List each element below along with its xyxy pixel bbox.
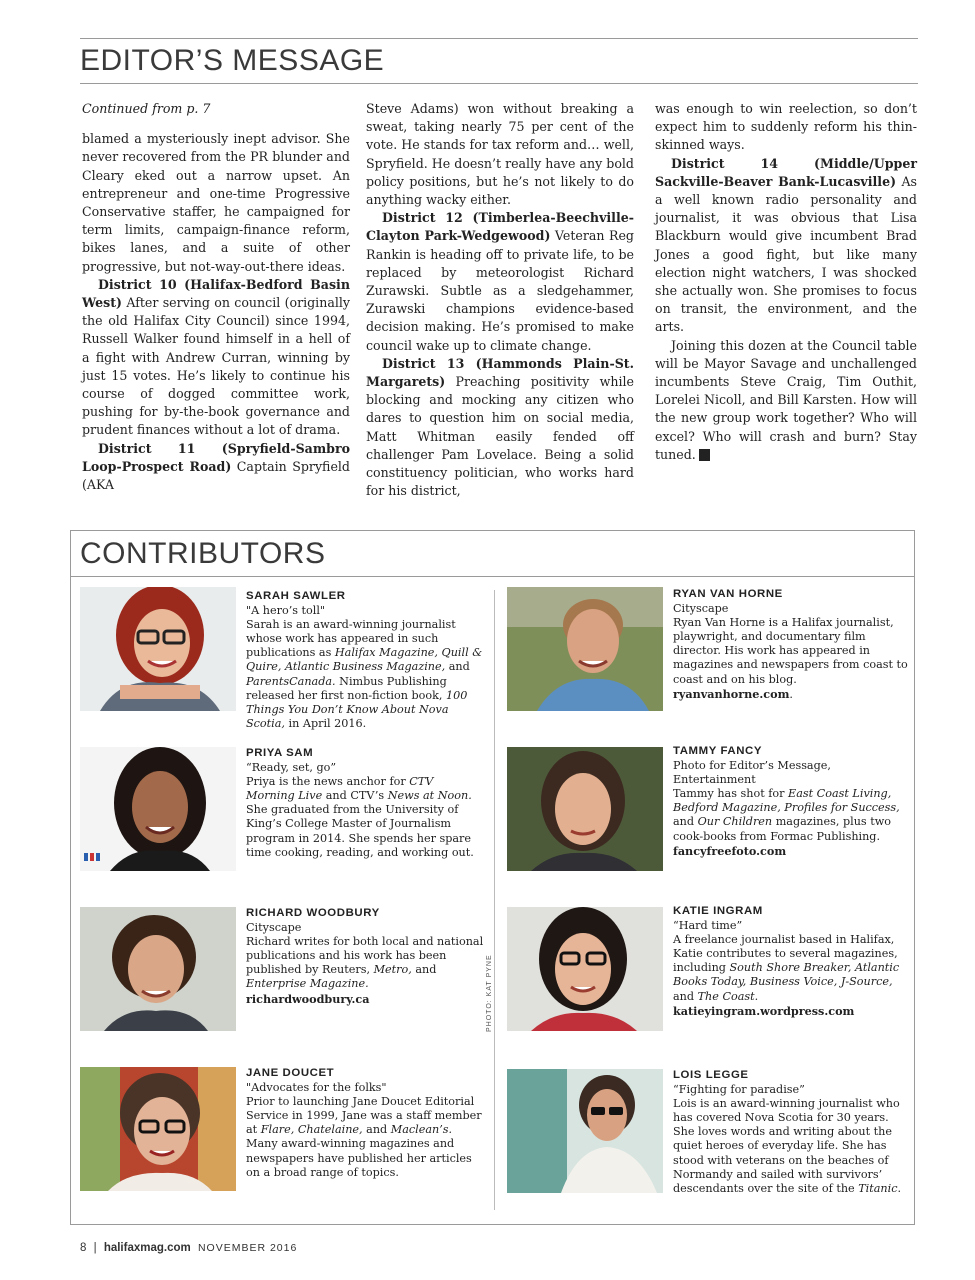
contributor-photo-ryan-van-horne — [507, 587, 663, 711]
page-number: 8 — [80, 1242, 87, 1254]
bio-text-part: A freelance journalist based in Halifax, Katie contributes to several magazines, including — [673, 933, 898, 975]
issue-date: NOVEMBER 2016 — [197, 1242, 298, 1254]
contributor-name: RICHARD WOODBURY — [246, 907, 380, 919]
district-heading: District 11 (Spryfield-Sambro Loop-Prospect Road) — [82, 440, 350, 474]
paragraph-text: As a well known radio personality and journalist, it was obvious that Lisa Blackburn would give incumbent Brad Jones a good fight, but like many election night watchers, I was shocked she actually won. She promises to focus on transit, the environment, and the arts. — [655, 173, 918, 335]
paragraph — [366, 355, 634, 501]
contributor-photo-lois-legge — [507, 1069, 663, 1193]
bio-text-part: and CTV’s — [322, 789, 388, 803]
district-heading: District 10 (Halifax-Bedford Basin West) — [82, 276, 350, 311]
photo-credit: PHOTO: KAT PYNE — [486, 954, 493, 1032]
bio-text — [246, 618, 484, 731]
bio-text — [673, 787, 911, 843]
page-footer — [80, 1242, 297, 1254]
bio-text-part: Richard writes for both local and national publications and his work has been published by Reuters, — [246, 935, 484, 977]
paragraph — [82, 276, 350, 440]
bio-text-part: Priya is the news anchor for — [246, 775, 410, 789]
district-heading: District 13 (Hammonds Plain-St. Margarets) — [366, 355, 634, 390]
story-title: Photo for Editor’s Message, Entertainment — [673, 759, 831, 787]
contributor-photo-jane-doucet — [80, 1067, 236, 1191]
bio-text-part: She graduated from the University of King’s College Master of Journalism program in 2014. She spends her spare time cooking, reading, and working out. — [246, 803, 474, 859]
contributor-name: LOIS LEGGE — [673, 1069, 749, 1081]
story-title: “Hard time” — [673, 919, 743, 933]
story-title: "A hero’s toll" — [246, 604, 326, 618]
publication-title: Enterprise Magazine. — [246, 977, 369, 991]
contributor-photo-richard-woodbury — [80, 907, 236, 1031]
contributor-bio-richard-woodbury — [246, 906, 484, 1006]
paragraph: was enough to win reelection, so don’t expect him to suddenly reform his thin-skinned ways. — [655, 101, 917, 153]
bio-text — [673, 1097, 911, 1196]
contributors-title: CONTRIBUTORS — [80, 537, 326, 570]
story-title: “Fighting for paradise” — [673, 1083, 805, 1097]
website-link[interactable]: ryanvanhorne.com — [673, 686, 790, 701]
bio-text-part: in April 2016. — [284, 716, 367, 730]
footer-separator: | — [93, 1242, 97, 1254]
story-title: "Advocates for the folks" — [246, 1081, 387, 1095]
bio-text-part: and — [411, 963, 437, 977]
publication-title: South Shore Breaker, Atlantic Books Today, Business Voice, J-Source, — [673, 961, 900, 989]
bio-text-part: Prior to launching Jane Doucet Editorial Service in 1999, Jane was a staff member at — [246, 1095, 482, 1137]
contributor-name: KATIE INGRAM — [673, 905, 763, 917]
contributor-bio-katie-ingram — [673, 904, 911, 1018]
publication-title: Maclean’s. — [390, 1123, 453, 1137]
show-title: CTV Morning Live — [246, 775, 434, 803]
publication-title: Our Children — [697, 815, 773, 829]
paragraph: Steve Adams) won without breaking a sweat, taking nearly 75 per cent of the vote. He stands for tax reform and… well, Spryfield. He doesn’t really have any bold policy positions, but he’s not likely to do anything wacky either. — [366, 101, 634, 208]
contributor-bio-ryan-van-horne — [673, 587, 911, 702]
article-column-2 — [366, 100, 634, 500]
bio-text-part: and — [673, 989, 698, 1003]
show-title: News at Noon. — [387, 789, 472, 803]
bio-text — [673, 933, 911, 1003]
website-link[interactable]: katieyingram.wordpress.com — [673, 1003, 855, 1018]
publication-title: Flare, Chatelaine, — [260, 1123, 363, 1137]
contributor-bio-lois-legge — [673, 1068, 911, 1196]
site-link[interactable]: halifaxmag.com — [103, 1242, 191, 1254]
bio-text-part: Many award-winning magazines and newspapers have published her articles on a broad range of topics. — [246, 1137, 472, 1179]
contributor-name: SARAH SAWLER — [246, 590, 346, 602]
bio-text-part: and — [673, 815, 698, 829]
ship-name: Titanic — [858, 1181, 898, 1195]
title-rule — [80, 83, 918, 84]
bio-text — [246, 1095, 484, 1180]
bio-text-part: and — [362, 1123, 391, 1137]
contributor-photo-katie-ingram — [507, 907, 663, 1031]
paragraph — [655, 155, 917, 337]
website-link[interactable]: richardwoodbury.ca — [246, 991, 370, 1006]
bio-text — [246, 935, 484, 991]
contributor-photo-priya-sam — [80, 747, 236, 871]
contributor-name: RYAN VAN HORNE — [673, 588, 783, 600]
continued-note: Continued from p. 7 — [82, 101, 211, 116]
paragraph: blamed a mysteriously inept advisor. She never recovered from the PR blunder and Cleary eked out a narrow upset. An entrepreneur and one-time Progressive Conservative staffer, he campaigned for term limits, campaign-finance reform, bikes lanes, and a suite of other progressive, but not-way-out-there ideas. — [82, 131, 350, 274]
bio-text-part: magazines, plus two cook-books from Formac Publishing. — [673, 815, 892, 843]
publication-title: Halifax Magazine, Quill & Quire, Atlantic Business Magazine, — [246, 646, 483, 674]
contributor-name: TAMMY FANCY — [673, 745, 763, 757]
paragraph-text: Preaching positivity while blocking and mocking any citizen who dares to question him on social media, Matt Whitman easily fended off challenger Pam Lovelace. Being a solid constituency politician, who works hard for his district, — [366, 374, 634, 499]
website-link[interactable]: fancyfreefoto.com — [673, 843, 787, 858]
publication-title: Metro, — [373, 963, 412, 977]
contributor-name: JANE DOUCET — [246, 1067, 335, 1079]
book-title: 100 Things You Don’t Know About Nova Scotia, — [246, 688, 468, 730]
article-column-3 — [655, 100, 917, 464]
story-title: Cityscape — [246, 921, 302, 935]
paragraph-text: Joining this dozen at the Council table will be Mayor Savage and unchallenged incumbents Steve Craig, Tim Outhit, Lorelei Nicoll, and Bill Karsten. How will the new group work together? Who will excel? Who will crash and burn? Stay tuned. — [655, 337, 917, 462]
contributor-bio-sarah-sawler — [246, 589, 484, 731]
paragraph-text: Captain Spryfield (AKA — [82, 458, 350, 493]
paragraph-text: Veteran Reg Rankin is heading off to private life, to be replaced by meteorologist Richard Zurawski. Subtle as a sledgehammer, Zurawski champions evidence-based decision making. He’s promised to make council wake up to climate change. — [366, 228, 634, 353]
end-mark-icon: H — [699, 449, 710, 461]
paragraph — [366, 209, 634, 355]
contributor-photo-sarah-sawler — [80, 587, 236, 711]
bio-text-part: . — [789, 687, 793, 701]
story-title: Cityscape — [673, 602, 729, 616]
contributor-photo-tammy-fancy — [507, 747, 663, 871]
editors-message-title: EDITOR’S MESSAGE — [80, 44, 385, 77]
contributor-bio-priya-sam — [246, 746, 484, 860]
contributors-title-rule — [70, 576, 915, 577]
paragraph-text: After serving on council (originally the old Halifax City Council) since 1994, Russell Walker found himself in a hell of a fight with Andrew Curran, winning by just 15 votes. He’s likely to continue his course of dogged committee work, pushing for by-the-book governance and prudent finances without a lot of drama. — [82, 295, 350, 438]
bio-text — [246, 775, 484, 860]
publication-title: The Coast. — [697, 989, 759, 1003]
contributor-bio-tammy-fancy — [673, 744, 911, 858]
bio-text-part: Tammy has shot for — [673, 787, 789, 801]
top-rule — [80, 38, 918, 39]
paragraph — [82, 440, 350, 495]
contributor-bio-jane-doucet — [246, 1066, 484, 1180]
paragraph — [655, 337, 917, 464]
column-divider — [494, 590, 495, 1210]
bio-text-part: Lois is an award-winning journalist who has covered Nova Scotia for 30 years. She loves words and writing about the quiet heroes of everyday life. She has stood with veterans on the beaches of Normandy and sailed with survivors’ descendants over the site of the — [673, 1097, 900, 1195]
bio-text-part: and — [445, 660, 470, 674]
bio-text — [673, 616, 911, 702]
bio-text-part: . — [897, 1181, 902, 1195]
publication-title: ParentsCanada. — [246, 674, 336, 688]
publication-title: East Coast Living, Bedford Magazine, Profiles for Success, — [673, 787, 900, 815]
district-heading: District 14 (Middle/Upper Sackville-Beaver Bank-Lucasville) — [655, 155, 917, 189]
story-title: “Ready, set, go” — [246, 761, 337, 775]
article-column-1 — [82, 100, 350, 494]
district-heading: District 12 (Timberlea-Beechville-Clayton Park-Wedgewood) — [366, 210, 634, 244]
bio-text-part: Sarah is an award-winning journalist whose work has appeared in such publications as — [246, 618, 456, 660]
bio-text-part: Nimbus Publishing released her first non-fiction book, — [246, 674, 447, 702]
contributor-name: PRIYA SAM — [246, 747, 314, 759]
bio-text-part: Ryan Van Horne is a Halifax journalist, playwright, and documentary film director. His work has appeared in magazines and newspapers from coast to coast and on his blog. — [673, 616, 908, 686]
